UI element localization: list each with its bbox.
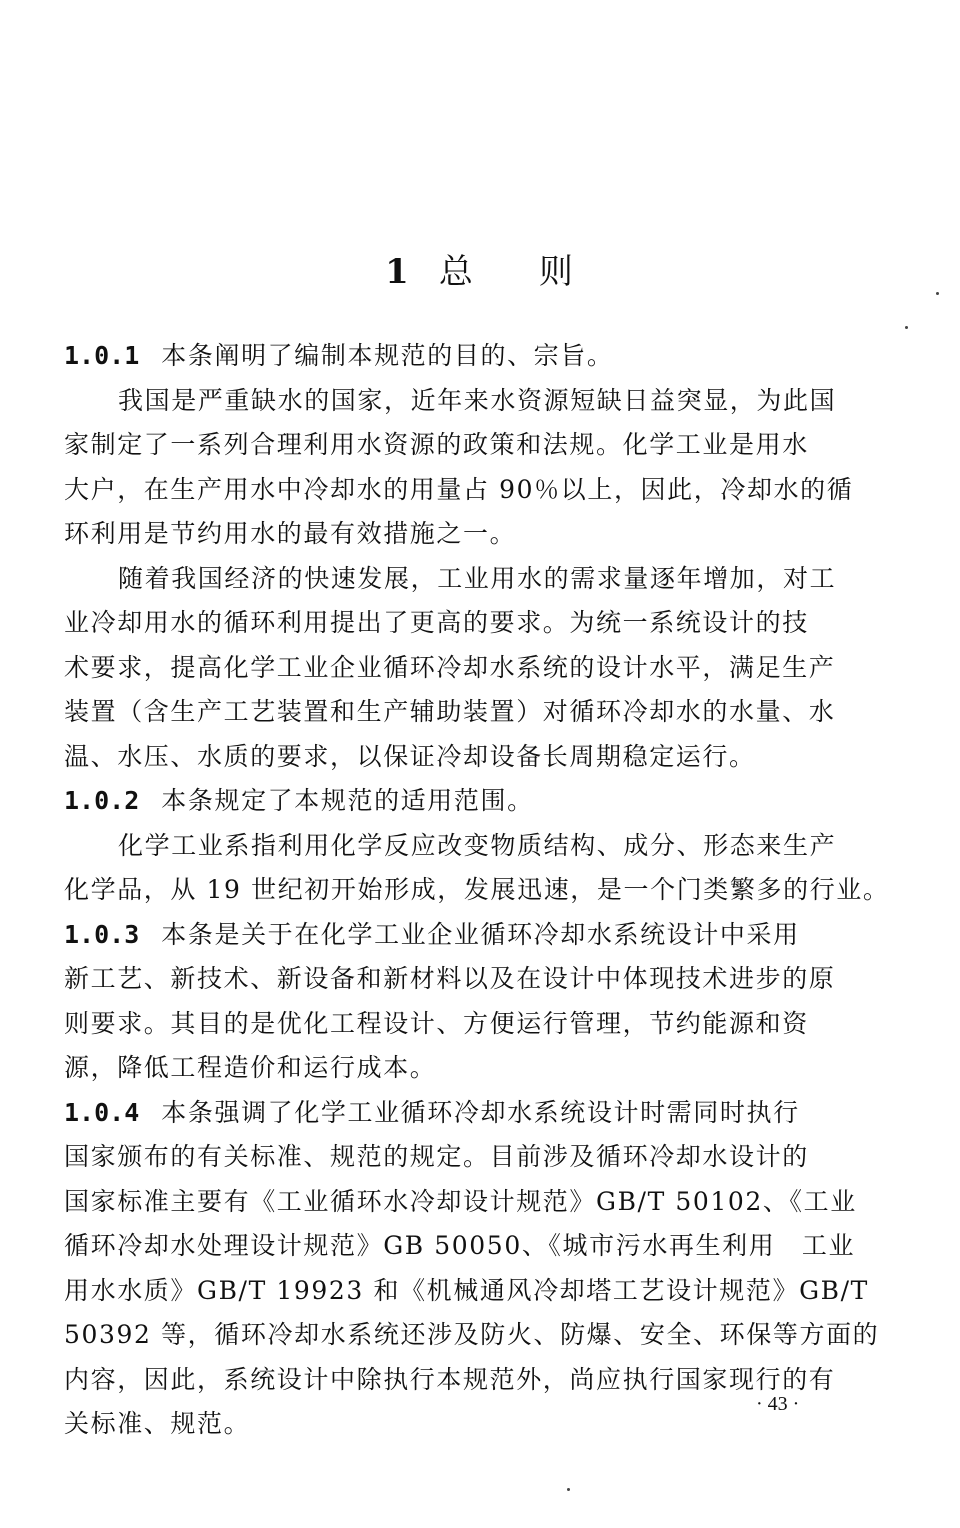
paragraph-line: 则要求。其目的是优化工程设计、方便运行管理，节约能源和资 bbox=[64, 1008, 809, 1038]
section-lead-text: 本条强调了化学工业循环冷却水系统设计时需同时执行 bbox=[161, 1097, 800, 1127]
paragraph-line: 随着我国经济的快速发展，工业用水的需求量逐年增加，对工 bbox=[118, 563, 837, 593]
paragraph-line: 大户，在生产用水中冷却水的用量占 90％以上，因此，冷却水的循 bbox=[64, 474, 854, 504]
paragraph-line: 环利用是节约用水的最有效措施之一。 bbox=[64, 519, 517, 548]
paragraph-line: 新工艺、新技术、新设备和新材料以及在设计中体现技术进步的原 bbox=[64, 964, 836, 993]
paragraph-line: 循环冷却水处理设计规范》GB 50050、《城市污水再生利用 工业 bbox=[64, 1231, 856, 1260]
paragraph-line: 用水水质》GB/T 19923 和《机械通风冷却塔工艺设计规范》GB/T bbox=[64, 1275, 869, 1305]
paragraph-line: 源，降低工程造价和运行成本。 bbox=[64, 1053, 437, 1082]
section-lead-text: 本条阐明了编制本规范的目的、宗旨。 bbox=[161, 341, 614, 370]
section-heading-line bbox=[64, 913, 844, 958]
section-number: 1.0.3 bbox=[64, 919, 140, 949]
section-number: 1.0.4 bbox=[64, 1097, 140, 1127]
scan-speck bbox=[567, 1488, 570, 1491]
section-heading-line bbox=[64, 779, 844, 824]
section-lead-text: 本条是关于在化学工业企业循环冷却水系统设计中采用 bbox=[161, 919, 800, 949]
paragraph-line: 关标准、规范。 bbox=[64, 1409, 251, 1438]
body-text bbox=[64, 334, 890, 1447]
paragraph-line: 家制定了一系列合理利用水资源的政策和法规。化学工业是用水 bbox=[64, 430, 809, 459]
paragraph-line: 国家颁布的有关标准、规范的规定。目前涉及循环冷却水设计的 bbox=[64, 1142, 809, 1171]
paragraph-line: 术要求，提高化学工业企业循环冷却水系统的设计水平，满足生产 bbox=[64, 652, 836, 682]
paragraph-line: 内容，因此，系统设计中除执行本规范外，尚应执行国家现行的有 bbox=[64, 1364, 836, 1394]
paragraph-line: 化学工业系指利用化学反应改变物质结构、成分、形态来生产 bbox=[118, 830, 837, 860]
section-number: 1.0.1 bbox=[64, 341, 140, 370]
section-heading-line bbox=[64, 334, 844, 379]
chapter-title bbox=[0, 245, 960, 299]
section-number: 1.0.2 bbox=[64, 786, 140, 815]
page-number: · 43 · bbox=[756, 1393, 800, 1415]
paragraph-line: 装置（含生产工艺装置和生产辅助装置）对循环冷却水的水量、水 bbox=[64, 697, 836, 726]
chapter-title-char-1: 总 bbox=[438, 251, 475, 292]
scan-speck bbox=[936, 292, 939, 295]
section-lead-text: 本条规定了本规范的适用范围。 bbox=[161, 786, 534, 815]
chapter-title-char-2: 则 bbox=[538, 251, 575, 292]
chapter-number: 1 bbox=[385, 251, 411, 292]
paragraph-line: 国家标准主要有《工业循环水冷却设计规范》GB/T 50102、《工业 bbox=[64, 1186, 857, 1216]
paragraph-line: 化学品，从 19 世纪初开始形成，发展迅速，是一个门类繁多的行业。 bbox=[64, 875, 890, 904]
scan-speck bbox=[905, 326, 908, 329]
paragraph-line: 温、水压、水质的要求，以保证冷却设备长周期稳定运行。 bbox=[64, 741, 756, 771]
paragraph-line: 我国是严重缺水的国家，近年来水资源短缺日益突显，为此国 bbox=[118, 385, 837, 415]
section-heading-line bbox=[64, 1091, 844, 1136]
paragraph-line: 业冷却用水的循环利用提出了更高的要求。为统一系统设计的技 bbox=[64, 608, 809, 637]
paragraph-line: 50392 等，循环冷却水系统还涉及防火、防爆、安全、环保等方面的 bbox=[64, 1320, 880, 1349]
